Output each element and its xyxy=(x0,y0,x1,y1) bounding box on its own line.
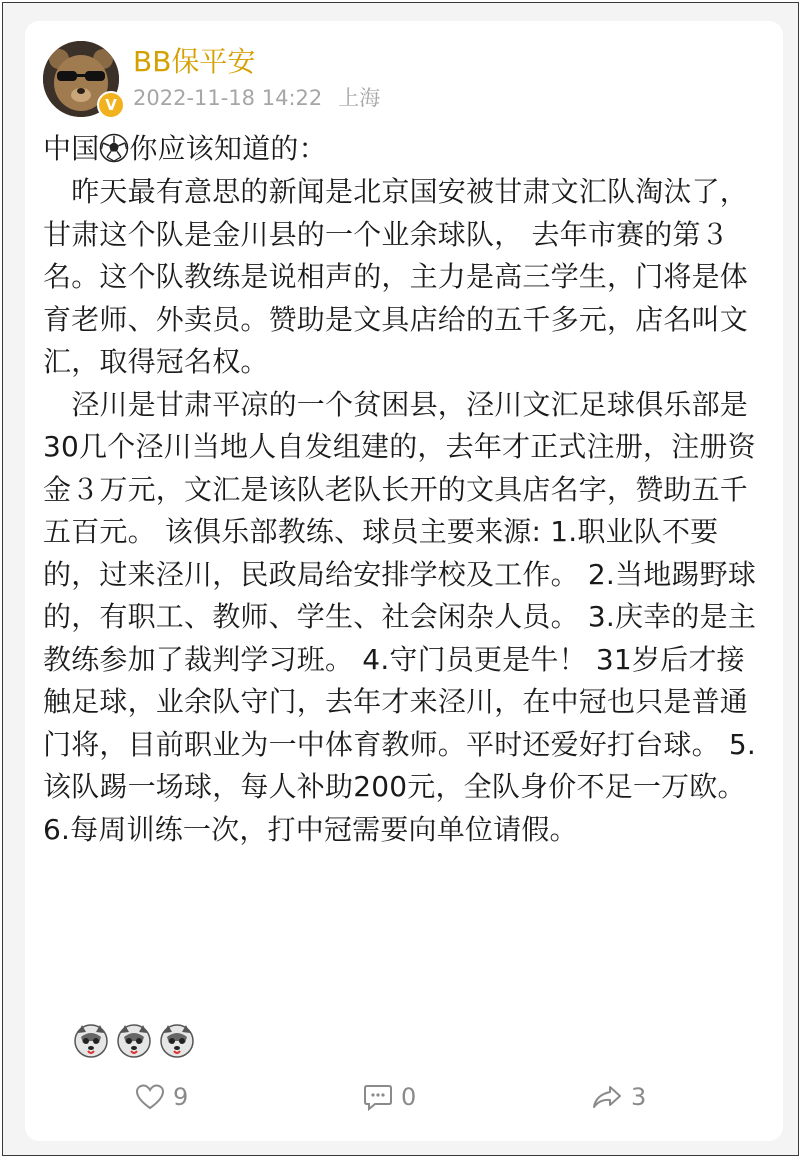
post-meta xyxy=(133,84,380,112)
comment-count: 0 xyxy=(401,1083,417,1111)
heart-icon xyxy=(135,1083,165,1111)
post-paragraph-1: 昨天最有意思的新闻是北京国安被甘肃文汇队淘汰了，甘肃这个队是金川县的一个业余球队， 去年市赛的第３名。这个队教练是说相声的，主力是高三学生，门将是体育老师、外卖员。赞助是文具店给的五千多元，店名叫文汇，取得冠名权。 xyxy=(43,175,749,378)
like-count: 9 xyxy=(173,1083,189,1111)
repost-count: 3 xyxy=(631,1083,647,1111)
action-bar xyxy=(25,1077,783,1117)
like-button[interactable] xyxy=(135,1077,188,1117)
husky-face-icon xyxy=(159,1023,195,1059)
soccer-ball-icon xyxy=(99,127,129,171)
verified-badge-icon: V xyxy=(97,91,125,119)
post-body xyxy=(43,127,771,851)
post-intro-line xyxy=(43,127,771,171)
comment-icon xyxy=(363,1083,393,1111)
screenshot-frame xyxy=(2,2,799,1156)
post-timestamp: 2022-11-18 14:22 xyxy=(133,86,323,110)
post-location: 上海 xyxy=(338,86,381,110)
intro-left-text: 中国 xyxy=(43,132,100,165)
share-arrow-icon xyxy=(591,1083,623,1111)
username-link[interactable]: BB保平安 xyxy=(133,45,256,78)
post-paragraph-2: 泾川是甘肃平凉的一个贫困县，泾川文汇足球俱乐部是30几个泾川当地人自发组建的，去年才正式注册，注册资金３万元，文汇是该队老队长开的文具店名字，赞助五千五百元。 该俱乐部教练、球员主要来源: 1.职业队不要的，过来泾川，民政局给安排学校及工作。 2.当地踢野球的，有职工、教师、学生、社会闲杂人员。 3.庆幸的是主教练参加了裁判学习班。 4.守门员更是牛！ 31岁后才接触足球，业余队守门，去年才来泾川，在中冠也只是普通门将，目前职业为一中体育教师。平时还爱好打台球。 5.该队踢一场球，每人补助200元，全队身价不足一万欧。 6.每周训练一次，打中冠需要向单位请假。 xyxy=(43,387,757,846)
emoji-row xyxy=(73,1023,197,1059)
weibo-post-card xyxy=(25,21,783,1141)
intro-right-text: 你应该知道的： xyxy=(129,132,327,165)
repost-button[interactable] xyxy=(591,1077,646,1117)
comment-button[interactable] xyxy=(363,1077,416,1117)
husky-face-icon xyxy=(73,1023,109,1059)
husky-face-icon xyxy=(116,1023,152,1059)
